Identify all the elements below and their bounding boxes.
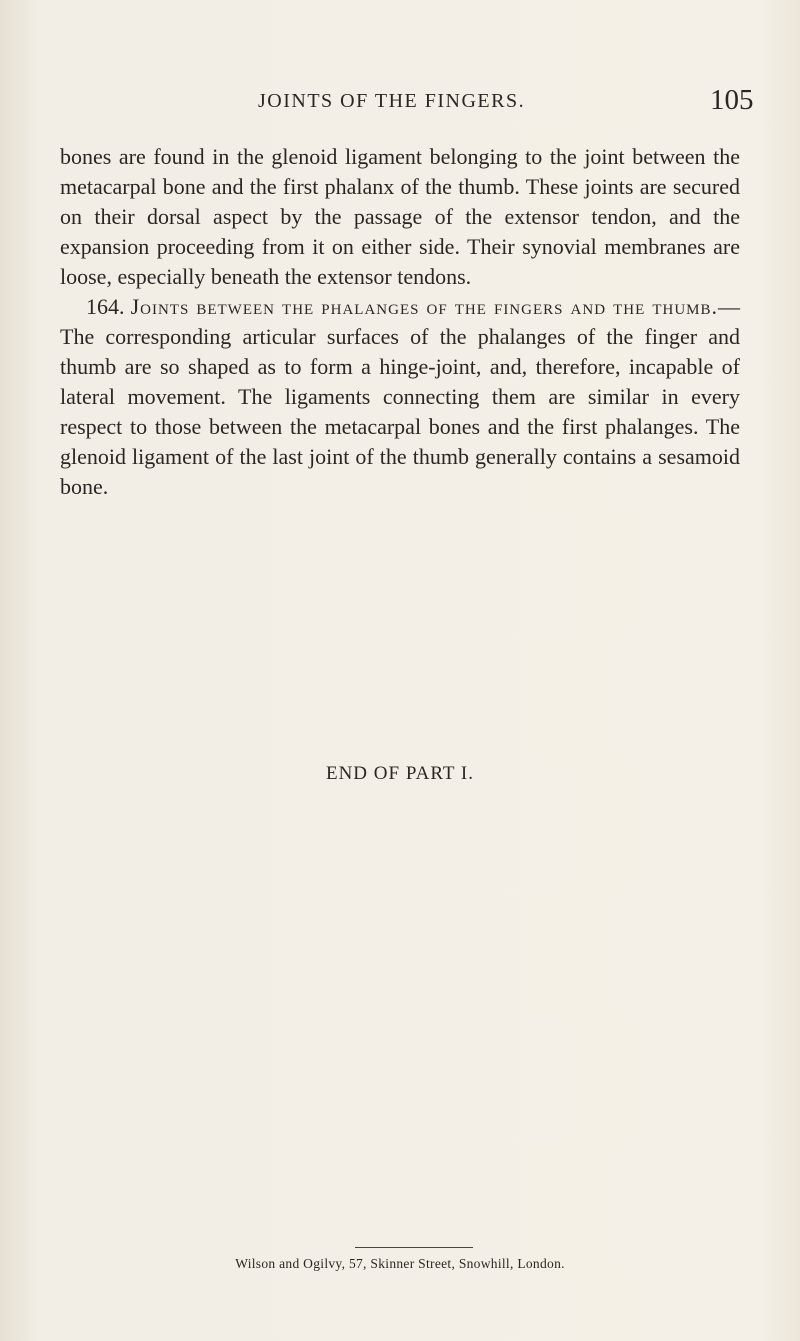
printer-imprint: Wilson and Ogilvy, 57, Skinner Street, Snowhill, London. bbox=[235, 1256, 565, 1271]
body-text bbox=[60, 142, 740, 502]
part-end-notice: END OF PART I. bbox=[325, 763, 474, 784]
running-head: JOINTS OF THE FINGERS. bbox=[258, 90, 526, 112]
section-title: Joints between the phalanges of the fingers and the thumb. bbox=[130, 294, 718, 319]
paragraph-continued: bones are found in the glenoid ligament belonging to the joint between the metacarpal bone and the first phalanx of the thumb. These joints are secured on their dorsal aspect by the passage of the extensor tendon, and the expansion proceeding from it on either side. Their synovial membranes are loose, especially beneath the extensor tendons. bbox=[60, 144, 740, 289]
section-number: 164. bbox=[86, 294, 125, 319]
page-number: 105 bbox=[710, 84, 754, 116]
footer-rule bbox=[355, 1247, 473, 1248]
section-body: —The corresponding articular surfaces of the phalanges of the finger and thumb are so shaped as to form a hinge-joint, and, therefore, incapable of lateral movement. The ligaments connecting them are similar in every respect to those between the metacarpal bones and the first phalanges. The glenoid ligament of the last joint of the thumb generally contains a sesamoid bone. bbox=[60, 294, 740, 499]
section-164-paragraph bbox=[60, 292, 740, 502]
